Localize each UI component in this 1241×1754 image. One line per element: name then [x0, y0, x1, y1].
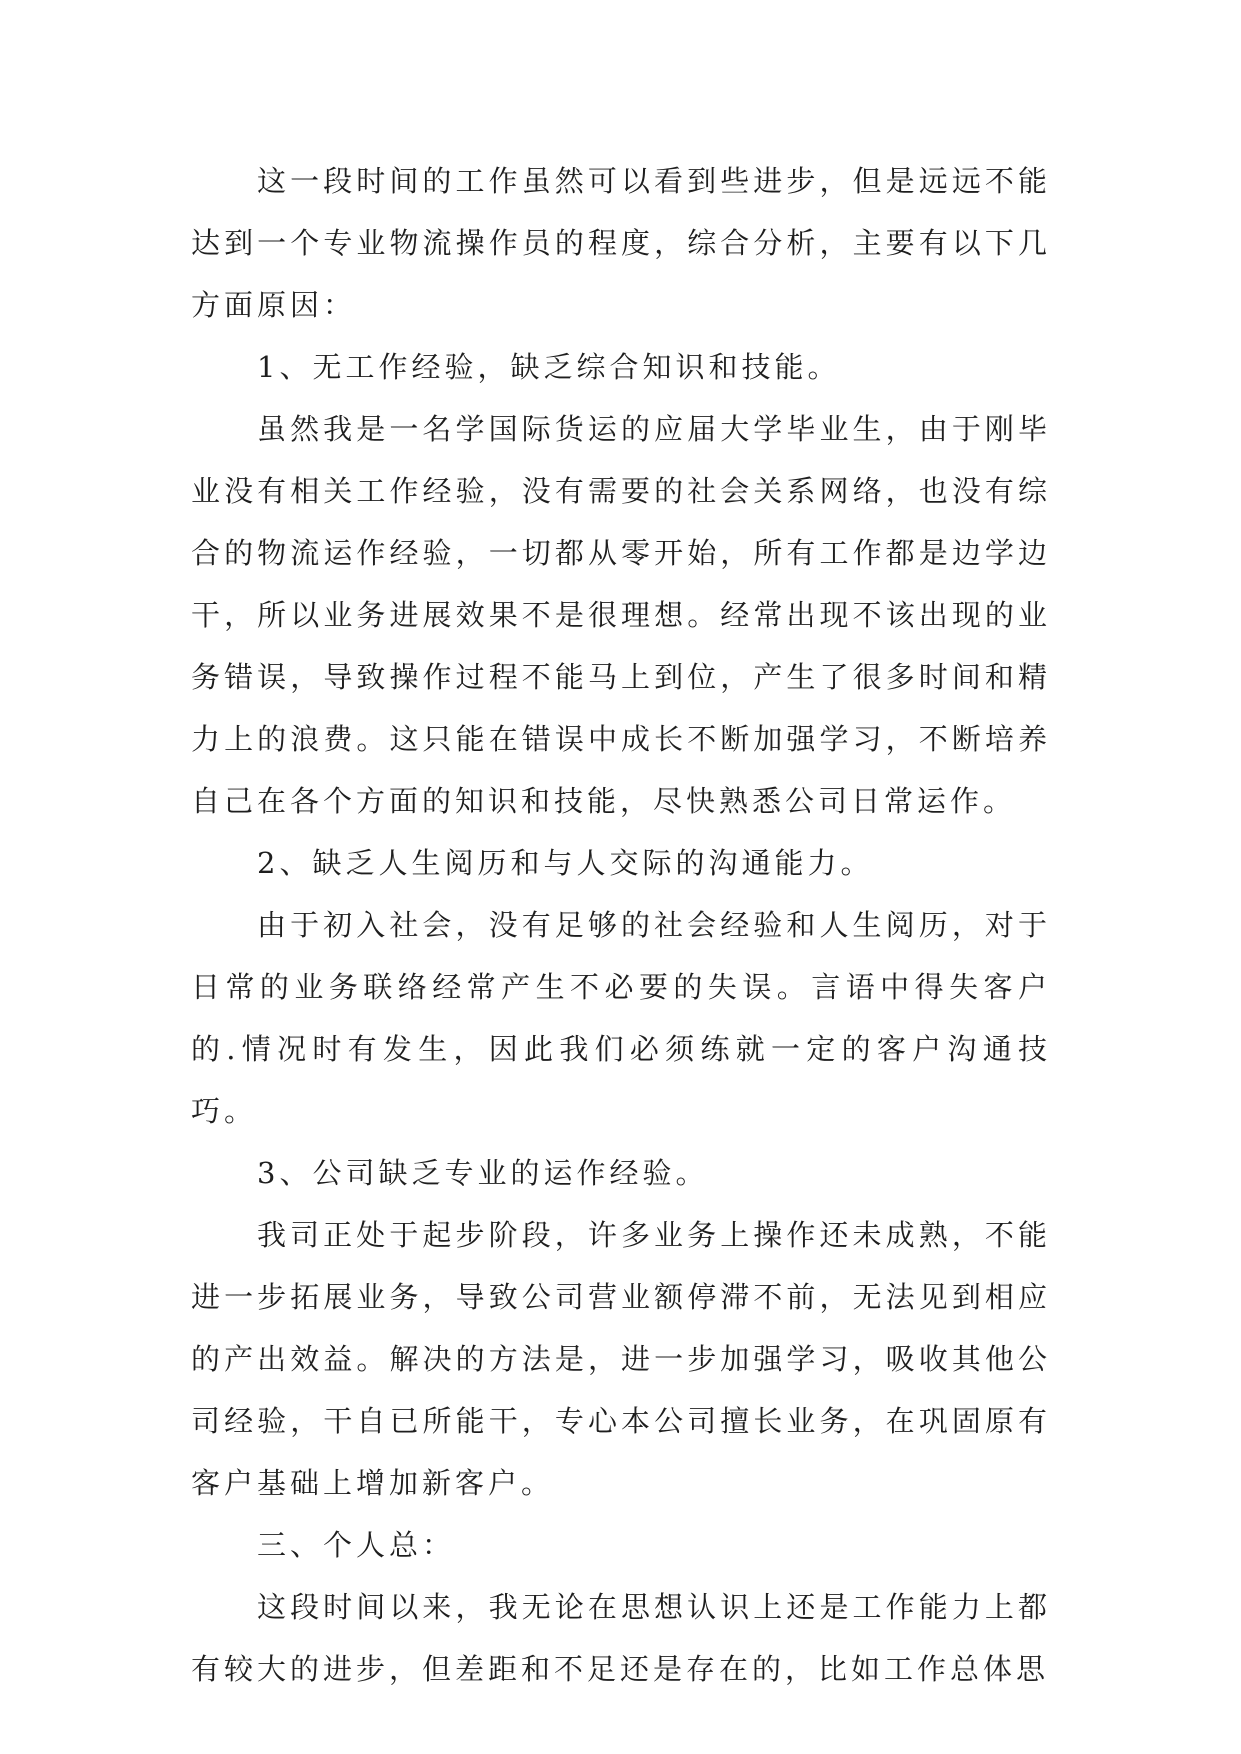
- paragraph-point-3: 我司正处于起步阶段，许多业务上操作还未成熟，不能进一步拓展业务，导致公司营业额停滞不前，无法见到相应的产出效益。解决的方法是，进一步加强学习，吸收其他公司经验，干自已所能干，专心本公司擅长业务，在巩固原有客户基础上增加新客户。: [191, 1218, 1051, 1500]
- paragraph-summary: 这段时间以来，我无论在思想认识上还是工作能力上都有较大的进步，但差距和不足还是存在的，比如工作总体思: [191, 1590, 1051, 1686]
- paragraph-point-1: 虽然我是一名学国际货运的应届大学毕业生，由于刚毕业没有相关工作经验，没有需要的社会关系网络，也没有综合的物流运作经验，一切都从零开始，所有工作都是边学边干，所以业务进展效果不是很理想。经常出现不该出现的业务错误，导致操作过程不能马上到位，产生了很多时间和精力上的浪费。这只能在错误中成长不断加强学习，不断培养自己在各个方面的知识和技能，尽快熟悉公司日常运作。: [191, 412, 1051, 818]
- section-heading-3: 三、个人总：: [257, 1528, 456, 1562]
- heading-point-1: 1、无工作经验，缺乏综合知识和技能。: [257, 350, 841, 384]
- heading-point-2: 2、缺乏人生阅历和与人交际的沟通能力。: [257, 846, 874, 880]
- paragraph-intro: 这一段时间的工作虽然可以看到些进步，但是远远不能达到一个专业物流操作员的程度，综合分析，主要有以下几方面原因：: [191, 164, 1051, 322]
- document-body: [191, 150, 1051, 1700]
- paragraph-point-2: 由于初入社会，没有足够的社会经验和人生阅历，对于日常的业务联络经常产生不必要的失误。言语中得失客户的.情况时有发生，因此我们必须练就一定的客户沟通技巧。: [191, 908, 1051, 1128]
- heading-point-3: 3、公司缺乏专业的运作经验。: [257, 1156, 709, 1190]
